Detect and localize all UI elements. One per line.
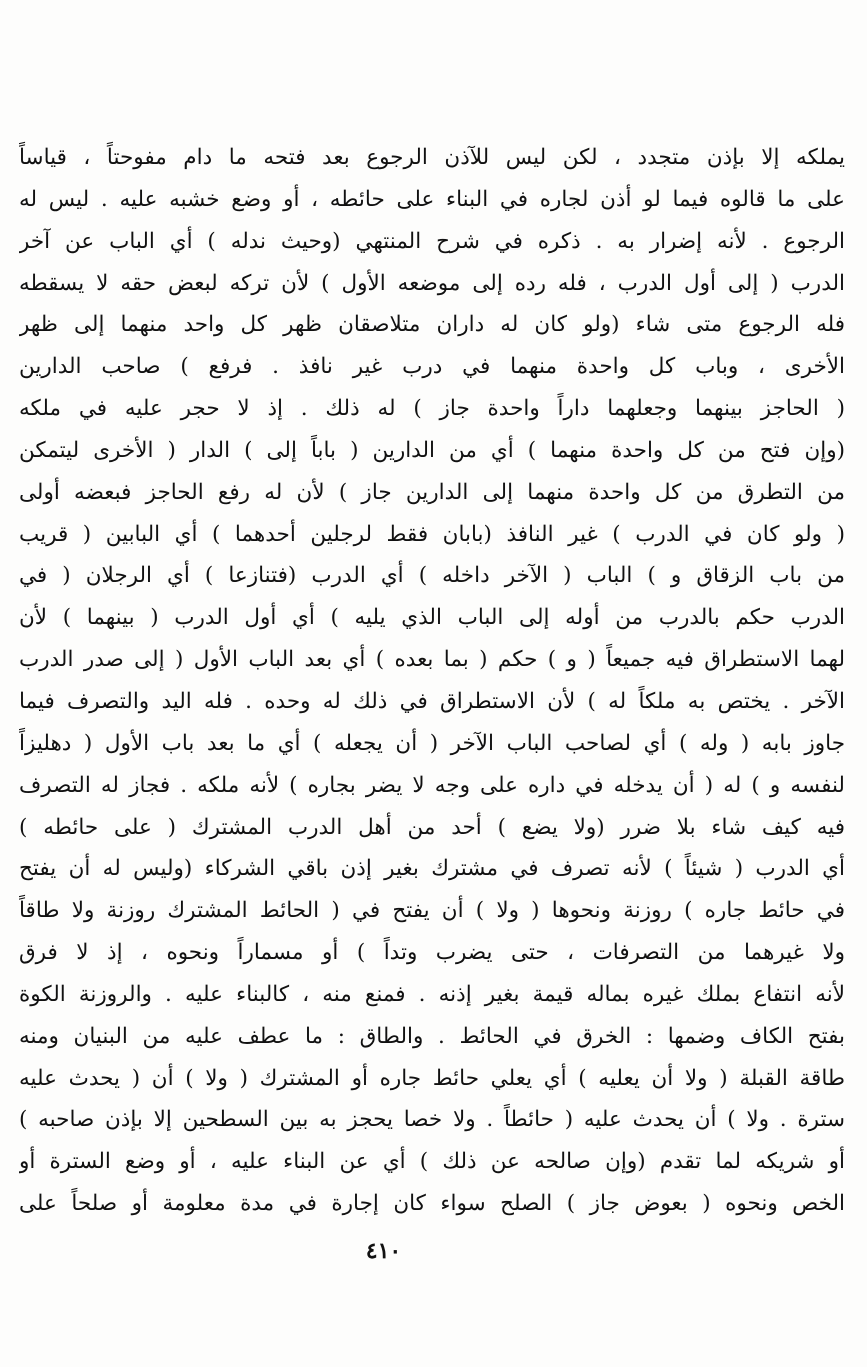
page-number: ٤١٠: [365, 1238, 402, 1264]
page-body-text: [19, 137, 845, 1225]
text-line-2: على ما قالوه فيما لو أذن لجاره في البناء على حائطه ، أو وضع خشبه عليه . ليس له: [19, 186, 845, 212]
text-line-21: لأنه انتفاع بملك غيره بماله قيمة بغير إذنه . فمنع منه ، كالبناء عليه . والروزنة الكوة: [19, 981, 845, 1007]
text-line-18: أي الدرب ( شيئاً ) لأنه تصرف في مشترك بغير إذن باقي الشركاء (وليس له أن يفتح: [19, 856, 845, 882]
text-line-24: سترة . ولا ) أن يحدث عليه ( حائطاً . ولا خصا يحجز به بين السطحين إلا بإذن صاحبه ): [19, 1107, 845, 1133]
text-line-22: بفتح الكاف وضمها : الخرق في الحائط . والطاق : ما عطف عليه من البنيان ومنه: [19, 1023, 845, 1049]
text-line-25: أو شريكه لما تقدم (وإن صالحه عن ذلك ) أي عن البناء عليه ، أو وضع السترة أو: [19, 1149, 845, 1175]
text-line-8: (وإن فتح من كل واحدة منهما ) أي من الدارين ( باباً إلى ) الدار ( الأخرى ليتمكن: [19, 437, 845, 463]
text-line-5: فله الرجوع متى شاء (ولو كان له داران متلاصقان ظهر كل واحد منهما إلى ظهر: [19, 312, 845, 338]
text-line-4: الدرب ( إلى أول الدرب ، فله رده إلى موضعه الأول ) لأن تركه لبعض حقه لا يسقطه: [19, 270, 845, 296]
text-line-1: يملكه إلا بإذن متجدد ، لكن ليس للآذن الرجوع بعد فتحه ما دام مفوحتاً ، قياساً: [19, 145, 845, 170]
text-line-13: لهما الاستطراق فيه جميعاً ( و ) حكم ( بما بعده ) أي بعد الباب الأول ( إلى صدر الدرب: [19, 647, 845, 673]
text-line-9: من التطرق من كل واحدة منهما إلى الدارين جاز ) لأن له رفع الحاجز فبعضه أولى: [19, 479, 845, 505]
text-line-7: ( الحاجز بينهما وجعلهما داراً واحدة جاز ) له ذلك . إذ لا حجر عليه في ملكه: [19, 396, 845, 422]
text-line-20: ولا غيرهما من التصرفات ، حتى يضرب وتداً ) أو مسماراً ونحوه ، إذ لا فرق: [19, 940, 845, 966]
text-line-16: لنفسه و ) له ( أن يدخله في داره على وجه لا يضر بجاره ) لأنه ملكه . فجاز له التصرف: [19, 772, 845, 798]
text-line-26: الخص ونحوه ( بعوض جاز ) الصلح سواء كان إجارة في مدة معلومة أو صلحاً على: [19, 1191, 845, 1217]
text-line-17: فيه كيف شاء بلا ضرر (ولا يضع ) أحد من أهل الدرب المشترك ( على حائطه ): [19, 814, 845, 840]
text-line-3: الرجوع . لأنه إضرار به . ذكره في شرح المنتهي (وحيث ندله ) أي الباب عن آخر: [19, 228, 845, 254]
text-line-12: الدرب حكم بالدرب من أوله إلى الباب الذي يليه ) أي أول الدرب ( بينهما ) لأن: [19, 605, 845, 631]
text-line-19: في حائط جاره ) روزنة ونحوها ( ولا ) أن يفتح في ( الحائط المشترك روزنة ولا طاقاً: [19, 898, 845, 924]
text-line-10: ( ولو كان في الدرب ) غير النافذ (بابان فقط لرجلين أحدهما ) أي البابين ( قريب: [19, 521, 845, 547]
text-line-11: من باب الزقاق و ) الباب ( الآخر داخله ) أي الدرب (فتنازعا ) أي الرجلان ( في: [19, 563, 845, 589]
text-line-6: الأخرى ، وباب كل واحدة منهما في درب غير نافذ . فرفع ) صاحب الدارين: [19, 354, 845, 380]
text-line-14: الآخر . يختص به ملكاً له ) لأن الاستطراق في ذلك له وحده . فله اليد والتصرف فيما: [19, 688, 845, 714]
text-line-15: جاوز بابه ( وله ) أي لصاحب الباب الآخر ( أن يجعله ) أي ما بعد باب الأول ( دهليزاً: [19, 730, 845, 756]
text-line-23: طاقة القبلة ( ولا أن يعليه ) أي يعلي حائط جاره أو المشترك ( ولا ) أن ( يحدث عليه: [19, 1065, 845, 1091]
